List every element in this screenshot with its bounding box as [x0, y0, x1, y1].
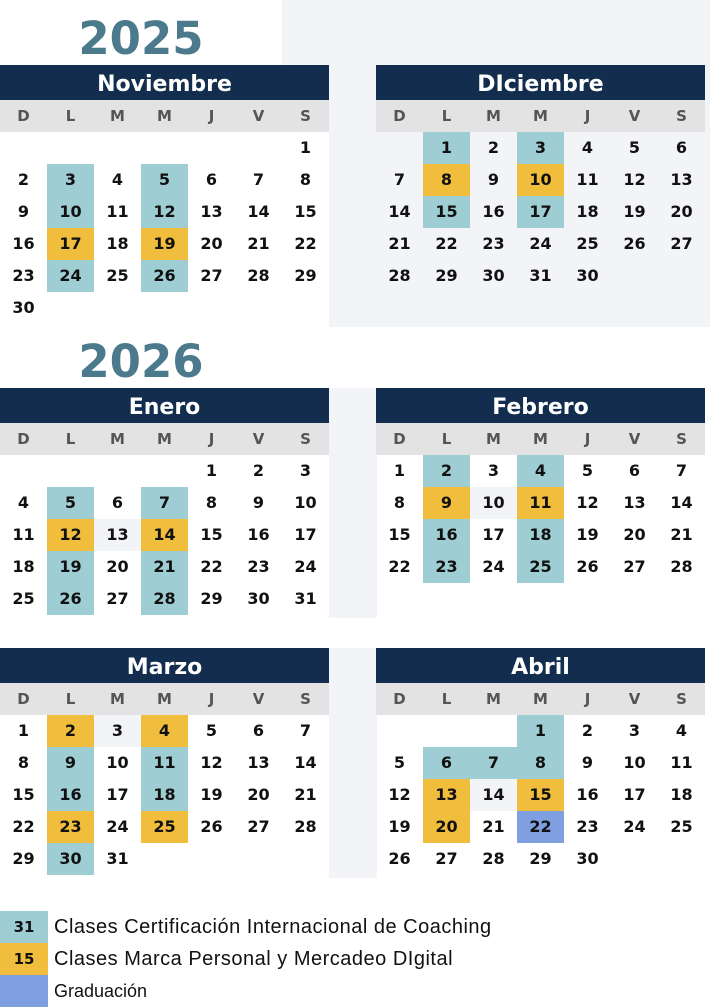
day-cell: 30	[247, 589, 270, 608]
weekday-header	[0, 683, 329, 715]
day-cell: 5	[581, 461, 594, 480]
day-cell: 7	[299, 721, 312, 740]
day-cell: 26	[141, 260, 188, 292]
day-cell: 30	[482, 266, 505, 285]
weekday-label: L	[65, 107, 76, 125]
day-cell: 20	[623, 525, 646, 544]
weekday-label: M	[486, 430, 501, 448]
weekday-label: S	[300, 107, 311, 125]
weekday-header	[0, 423, 329, 455]
day-cell: 4	[517, 455, 564, 487]
weekday-label: S	[676, 107, 687, 125]
day-cell: 29	[200, 589, 223, 608]
day-cell: 26	[47, 583, 94, 615]
day-cell: 3	[487, 461, 500, 480]
day-cell: 23	[247, 557, 270, 576]
day-cell: 21	[294, 785, 317, 804]
day-cell: 29	[12, 849, 35, 868]
day-cell: 16	[482, 202, 505, 221]
empty-cell	[47, 455, 94, 487]
weekday-label: V	[628, 430, 641, 448]
day-cell: 9	[423, 487, 470, 519]
legend-item-graduacion	[0, 975, 700, 1007]
weekday-label: V	[252, 690, 265, 708]
day-cell: 7	[470, 747, 517, 779]
day-cell: 1	[205, 461, 218, 480]
day-cell: 6	[423, 747, 470, 779]
day-cell: 17	[517, 196, 564, 228]
weekday-label: J	[208, 690, 215, 708]
month-noviembre	[0, 65, 329, 324]
empty-cell	[470, 715, 517, 747]
day-cell: 7	[393, 170, 406, 189]
month-diciembre	[376, 65, 705, 292]
weekday-label: J	[584, 690, 591, 708]
legend-item-marca-personal	[0, 943, 700, 975]
day-cell: 21	[388, 234, 411, 253]
weekday-label: M	[486, 107, 501, 125]
weekday-label: L	[441, 107, 452, 125]
day-cell: 4	[17, 493, 30, 512]
day-cell: 22	[435, 234, 458, 253]
month-febrero	[376, 388, 705, 583]
day-grid	[376, 455, 705, 583]
day-cell: 1	[393, 461, 406, 480]
day-cell: 10	[517, 164, 564, 196]
day-cell: 19	[141, 228, 188, 260]
weekday-label: S	[676, 430, 687, 448]
month-title: Noviembre	[0, 65, 329, 100]
month-title: Enero	[0, 388, 329, 423]
day-cell: 10	[623, 753, 646, 772]
day-cell: 2	[581, 721, 594, 740]
day-cell: 9	[252, 493, 265, 512]
day-cell: 17	[106, 785, 129, 804]
day-cell: 12	[47, 519, 94, 551]
day-cell: 17	[623, 785, 646, 804]
day-cell: 16	[47, 779, 94, 811]
day-cell: 9	[581, 753, 594, 772]
day-cell: 25	[106, 266, 129, 285]
month-enero	[0, 388, 329, 615]
day-cell: 5	[628, 138, 641, 157]
day-cell: 4	[111, 170, 124, 189]
day-cell: 3	[94, 715, 141, 747]
day-cell: 24	[482, 557, 505, 576]
day-cell: 12	[388, 785, 411, 804]
day-cell: 18	[576, 202, 599, 221]
day-cell: 14	[141, 519, 188, 551]
day-grid	[376, 132, 705, 292]
day-cell: 13	[247, 753, 270, 772]
day-cell: 26	[200, 817, 223, 836]
day-grid	[376, 715, 705, 875]
day-cell: 3	[47, 164, 94, 196]
day-cell: 5	[205, 721, 218, 740]
weekday-label: J	[208, 430, 215, 448]
day-cell: 17	[47, 228, 94, 260]
day-cell: 6	[628, 461, 641, 480]
empty-cell	[235, 132, 282, 164]
day-cell: 18	[517, 519, 564, 551]
day-cell: 24	[294, 557, 317, 576]
legend-swatch-yellow: 15	[0, 943, 48, 975]
day-cell: 7	[675, 461, 688, 480]
day-cell: 23	[47, 811, 94, 843]
day-cell: 15	[517, 779, 564, 811]
empty-cell	[94, 132, 141, 164]
empty-cell	[376, 132, 423, 164]
day-cell: 1	[299, 138, 312, 157]
day-cell: 27	[106, 589, 129, 608]
day-cell: 15	[423, 196, 470, 228]
day-cell: 20	[423, 811, 470, 843]
day-cell: 26	[388, 849, 411, 868]
month-title: Febrero	[376, 388, 705, 423]
day-cell: 27	[435, 849, 458, 868]
day-cell: 2	[17, 170, 30, 189]
day-cell: 15	[294, 202, 317, 221]
day-cell: 14	[670, 493, 693, 512]
day-cell: 27	[670, 234, 693, 253]
day-cell: 12	[141, 196, 188, 228]
day-cell: 28	[670, 557, 693, 576]
year-title-2026: 2026	[78, 335, 204, 388]
day-cell: 28	[388, 266, 411, 285]
day-cell: 14	[388, 202, 411, 221]
day-cell: 8	[205, 493, 218, 512]
weekday-label: M	[110, 430, 125, 448]
day-grid	[0, 132, 329, 324]
empty-cell	[141, 455, 188, 487]
day-cell: 23	[12, 266, 35, 285]
empty-cell	[0, 132, 47, 164]
day-cell: 16	[576, 785, 599, 804]
day-cell: 6	[111, 493, 124, 512]
panel-background	[329, 648, 377, 878]
weekday-label: M	[157, 107, 172, 125]
day-cell: 11	[576, 170, 599, 189]
month-abril	[376, 648, 705, 875]
weekday-label: V	[628, 690, 641, 708]
weekday-label: V	[252, 107, 265, 125]
empty-cell	[94, 455, 141, 487]
empty-cell	[141, 132, 188, 164]
day-cell: 10	[106, 753, 129, 772]
legend-swatch-blue	[0, 975, 48, 1007]
day-cell: 13	[94, 519, 141, 551]
day-cell: 15	[388, 525, 411, 544]
weekday-label: L	[441, 430, 452, 448]
day-cell: 27	[200, 266, 223, 285]
day-cell: 12	[200, 753, 223, 772]
panel-background	[329, 388, 377, 618]
day-cell: 10	[294, 493, 317, 512]
day-cell: 9	[17, 202, 30, 221]
day-cell: 13	[670, 170, 693, 189]
day-cell: 2	[252, 461, 265, 480]
day-cell: 11	[12, 525, 35, 544]
day-cell: 11	[106, 202, 129, 221]
day-cell: 30	[576, 266, 599, 285]
day-cell: 9	[487, 170, 500, 189]
weekday-label: L	[441, 690, 452, 708]
day-cell: 7	[141, 487, 188, 519]
day-cell: 2	[47, 715, 94, 747]
weekday-label: M	[157, 690, 172, 708]
weekday-header	[376, 100, 705, 132]
day-cell: 8	[517, 747, 564, 779]
weekday-label: V	[252, 430, 265, 448]
day-cell: 13	[423, 779, 470, 811]
day-cell: 11	[141, 747, 188, 779]
day-cell: 6	[205, 170, 218, 189]
weekday-label: M	[533, 690, 548, 708]
day-cell: 29	[435, 266, 458, 285]
year-title-2025: 2025	[78, 12, 204, 65]
weekday-label: L	[65, 430, 76, 448]
day-cell: 21	[670, 525, 693, 544]
day-cell: 25	[576, 234, 599, 253]
day-cell: 21	[141, 551, 188, 583]
day-cell: 27	[247, 817, 270, 836]
day-cell: 21	[482, 817, 505, 836]
day-cell: 13	[200, 202, 223, 221]
day-cell: 20	[247, 785, 270, 804]
day-cell: 9	[47, 747, 94, 779]
day-cell: 5	[47, 487, 94, 519]
day-cell: 10	[47, 196, 94, 228]
day-cell: 16	[247, 525, 270, 544]
day-cell: 22	[294, 234, 317, 253]
weekday-label: S	[300, 690, 311, 708]
day-cell: 1	[517, 715, 564, 747]
day-cell: 1	[423, 132, 470, 164]
weekday-label: S	[300, 430, 311, 448]
empty-cell	[47, 132, 94, 164]
weekday-label: L	[65, 690, 76, 708]
header-background	[282, 0, 710, 65]
day-cell: 23	[423, 551, 470, 583]
day-cell: 13	[623, 493, 646, 512]
day-cell: 3	[299, 461, 312, 480]
legend-item-coaching	[0, 911, 700, 943]
day-cell: 22	[388, 557, 411, 576]
day-cell: 4	[141, 715, 188, 747]
empty-cell	[376, 715, 423, 747]
day-cell: 21	[247, 234, 270, 253]
day-cell: 25	[141, 811, 188, 843]
weekday-label: V	[628, 107, 641, 125]
day-cell: 8	[17, 753, 30, 772]
day-cell: 28	[294, 817, 317, 836]
day-cell: 27	[623, 557, 646, 576]
day-grid	[0, 715, 329, 875]
weekday-label: D	[17, 107, 30, 125]
day-cell: 22	[12, 817, 35, 836]
day-cell: 14	[294, 753, 317, 772]
day-cell: 31	[529, 266, 552, 285]
day-cell: 3	[628, 721, 641, 740]
legend-label: Clases Certificación Internacional de Coaching	[54, 915, 492, 938]
weekday-label: M	[110, 107, 125, 125]
weekday-label: M	[533, 107, 548, 125]
day-cell: 29	[294, 266, 317, 285]
day-cell: 12	[576, 493, 599, 512]
day-cell: 28	[247, 266, 270, 285]
day-cell: 5	[141, 164, 188, 196]
day-cell: 16	[12, 234, 35, 253]
weekday-header	[0, 100, 329, 132]
month-title: Marzo	[0, 648, 329, 683]
day-cell: 18	[141, 779, 188, 811]
weekday-label: D	[17, 690, 30, 708]
empty-cell	[0, 455, 47, 487]
day-cell: 18	[12, 557, 35, 576]
weekday-label: S	[676, 690, 687, 708]
day-cell: 29	[529, 849, 552, 868]
day-cell: 18	[106, 234, 129, 253]
day-cell: 1	[17, 721, 30, 740]
day-grid	[0, 455, 329, 615]
day-cell: 30	[12, 298, 35, 317]
day-cell: 26	[576, 557, 599, 576]
legend-label: Clases Marca Personal y Mercadeo DIgital	[54, 947, 454, 970]
day-cell: 19	[47, 551, 94, 583]
day-cell: 19	[200, 785, 223, 804]
day-cell: 30	[47, 843, 94, 875]
day-cell: 24	[529, 234, 552, 253]
day-cell: 4	[675, 721, 688, 740]
day-cell: 31	[294, 589, 317, 608]
day-cell: 14	[247, 202, 270, 221]
day-cell: 20	[670, 202, 693, 221]
day-cell: 17	[482, 525, 505, 544]
weekday-label: M	[533, 430, 548, 448]
day-cell: 22	[200, 557, 223, 576]
weekday-header	[376, 423, 705, 455]
day-cell: 25	[12, 589, 35, 608]
day-cell: 2	[423, 455, 470, 487]
legend-label: Graduación	[54, 980, 148, 1001]
day-cell: 8	[299, 170, 312, 189]
day-cell: 24	[106, 817, 129, 836]
empty-cell	[423, 715, 470, 747]
day-cell: 20	[106, 557, 129, 576]
weekday-label: D	[17, 430, 30, 448]
day-cell: 8	[423, 164, 470, 196]
weekday-label: M	[110, 690, 125, 708]
weekday-label: J	[584, 430, 591, 448]
legend-swatch-teal: 31	[0, 911, 48, 943]
day-cell: 14	[470, 779, 517, 811]
day-cell: 25	[517, 551, 564, 583]
weekday-label: D	[393, 690, 406, 708]
day-cell: 7	[252, 170, 265, 189]
weekday-label: D	[393, 430, 406, 448]
day-cell: 11	[517, 487, 564, 519]
day-cell: 26	[623, 234, 646, 253]
day-cell: 6	[675, 138, 688, 157]
weekday-label: J	[208, 107, 215, 125]
day-cell: 23	[482, 234, 505, 253]
day-cell: 24	[623, 817, 646, 836]
day-cell: 11	[670, 753, 693, 772]
day-cell: 25	[670, 817, 693, 836]
day-cell: 17	[294, 525, 317, 544]
day-cell: 20	[200, 234, 223, 253]
day-cell: 15	[12, 785, 35, 804]
day-cell: 19	[388, 817, 411, 836]
day-cell: 10	[470, 487, 517, 519]
day-cell: 28	[482, 849, 505, 868]
month-title: Abril	[376, 648, 705, 683]
day-cell: 23	[576, 817, 599, 836]
weekday-label: D	[393, 107, 406, 125]
day-cell: 8	[393, 493, 406, 512]
empty-cell	[188, 132, 235, 164]
day-cell: 2	[487, 138, 500, 157]
day-cell: 28	[141, 583, 188, 615]
day-cell: 22	[517, 811, 564, 843]
day-cell: 4	[581, 138, 594, 157]
day-cell: 6	[252, 721, 265, 740]
day-cell: 12	[623, 170, 646, 189]
weekday-header	[376, 683, 705, 715]
day-cell: 19	[623, 202, 646, 221]
weekday-label: J	[584, 107, 591, 125]
day-cell: 24	[47, 260, 94, 292]
day-cell: 15	[200, 525, 223, 544]
day-cell: 31	[106, 849, 129, 868]
day-cell: 5	[393, 753, 406, 772]
day-cell: 3	[517, 132, 564, 164]
day-cell: 18	[670, 785, 693, 804]
day-cell: 30	[576, 849, 599, 868]
month-title: DIciembre	[376, 65, 705, 100]
day-cell: 19	[576, 525, 599, 544]
weekday-label: M	[157, 430, 172, 448]
day-cell: 16	[423, 519, 470, 551]
month-marzo	[0, 648, 329, 875]
weekday-label: M	[486, 690, 501, 708]
